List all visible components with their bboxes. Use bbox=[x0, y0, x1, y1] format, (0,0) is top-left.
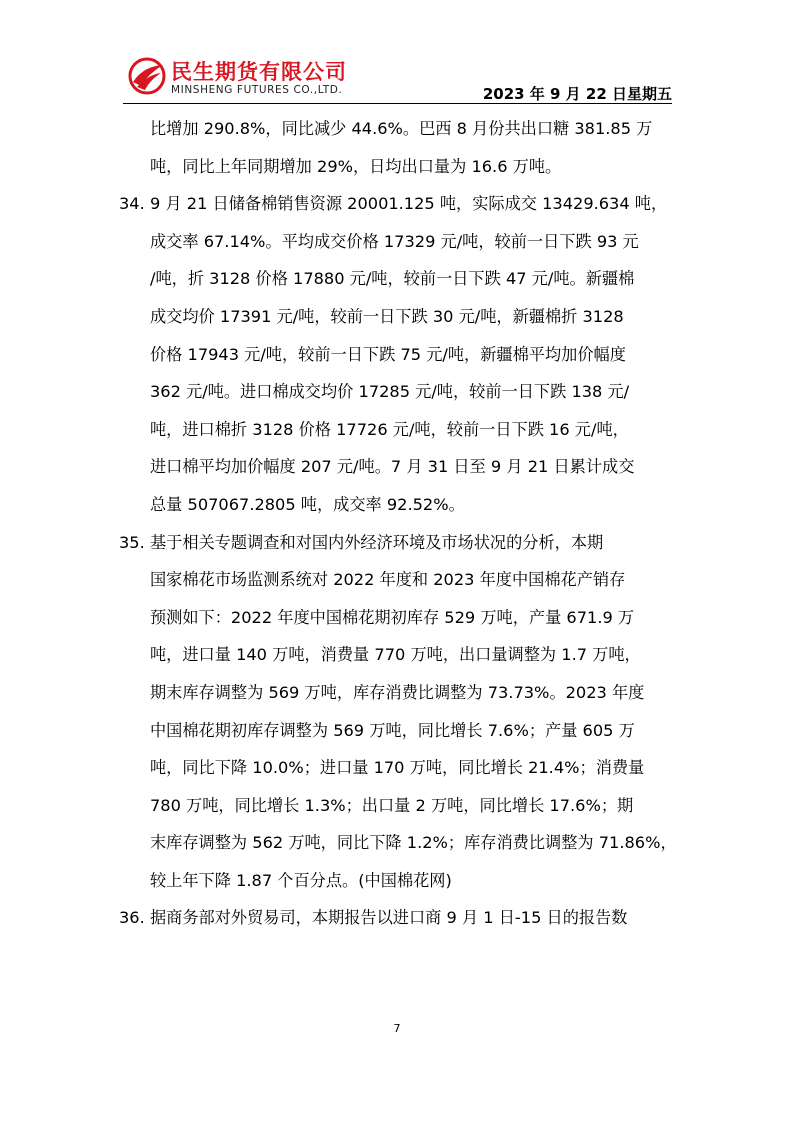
report-date: 2023 年 9 月 22 日星期五 bbox=[482, 85, 672, 103]
text-line: /吨，折 3128 价格 17880 元/吨，较前一日下跌 47 元/吨。新疆棉 bbox=[150, 269, 635, 289]
text-line: 末库存调整为 562 万吨，同比下降 1.2%；库存消费比调整为 71.86%， bbox=[150, 833, 677, 853]
document-body bbox=[119, 110, 679, 937]
text-line: 362 元/吨。进口棉成交均价 17285 元/吨，较前一日下跌 138 元/ bbox=[150, 382, 630, 402]
text-line: 34. 9 月 21 日储备棉销售资源 20001.125 吨，实际成交 13429.634 吨， bbox=[119, 185, 679, 223]
list-item-35 bbox=[119, 524, 679, 900]
text-line: 吨，同比上年同期增加 29%，日均出口量为 16.6 万吨。 bbox=[150, 156, 562, 176]
item-number: 34. bbox=[119, 194, 145, 214]
page-header bbox=[123, 52, 672, 104]
text-line: 国家棉花市场监测系统对 2022 年度和 2023 年度中国棉花产销存 bbox=[150, 570, 626, 590]
text-line: 期末库存调整为 569 万吨，库存消费比调整为 73.73%。2023 年度 bbox=[150, 682, 645, 702]
header-divider bbox=[123, 103, 672, 104]
list-item-34 bbox=[119, 185, 679, 523]
minsheng-logo-icon bbox=[127, 56, 167, 96]
continuation-paragraph bbox=[119, 110, 679, 185]
text-line: 成交均价 17391 元/吨，较前一日下跌 30 元/吨，新疆棉折 3128 bbox=[150, 306, 624, 326]
list-item-36 bbox=[119, 899, 679, 937]
text-line: 成交率 67.14%。平均成交价格 17329 元/吨，较前一日下跌 93 元 bbox=[150, 231, 639, 251]
brand-name-en: MINSHENG FUTURES CO.,LTD. bbox=[171, 84, 343, 96]
text-line: 价格 17943 元/吨，较前一日下跌 75 元/吨，新疆棉平均加价幅度 bbox=[150, 344, 626, 364]
text-line: 中国棉花期初库存调整为 569 万吨，同比增长 7.6%；产量 605 万 bbox=[150, 720, 635, 740]
item-number: 36. bbox=[119, 908, 145, 928]
text-line: 35. 基于相关专题调查和对国内外经济环境及市场状况的分析，本期 bbox=[119, 524, 679, 562]
page-number: 7 bbox=[393, 1022, 401, 1035]
text-line: 吨，进口量 140 万吨，消费量 770 万吨，出口量调整为 1.7 万吨， bbox=[150, 645, 641, 665]
text-line: 780 万吨，同比增长 1.3%；出口量 2 万吨，同比增长 17.6%；期 bbox=[150, 795, 634, 815]
brand-name-cn: 民生期货有限公司 bbox=[171, 60, 347, 84]
item-number: 35. bbox=[119, 532, 145, 552]
text-line: 较上年下降 1.87 个百分点。(中国棉花网) bbox=[150, 870, 452, 890]
text-line: 36. 据商务部对外贸易司，本期报告以进口商 9 月 1 日-15 日的报告数 bbox=[119, 899, 679, 937]
text-line: 吨，进口棉折 3128 价格 17726 元/吨，较前一日下跌 16 元/吨， bbox=[150, 419, 629, 439]
text-line: 预测如下：2022 年度中国棉花期初库存 529 万吨，产量 671.9 万 bbox=[150, 607, 635, 627]
text-line: 进口棉平均加价幅度 207 元/吨。7 月 31 日至 9 月 21 日累计成交 bbox=[150, 457, 635, 477]
text-line: 总量 507067.2805 吨，成交率 92.52%。 bbox=[150, 494, 465, 514]
text-line: 比增加 290.8%，同比减少 44.6%。巴西 8 月份共出口糖 381.85 万 bbox=[150, 119, 653, 138]
text-line: 吨，同比下降 10.0%；进口量 170 万吨，同比增长 21.4%；消费量 bbox=[150, 758, 645, 778]
